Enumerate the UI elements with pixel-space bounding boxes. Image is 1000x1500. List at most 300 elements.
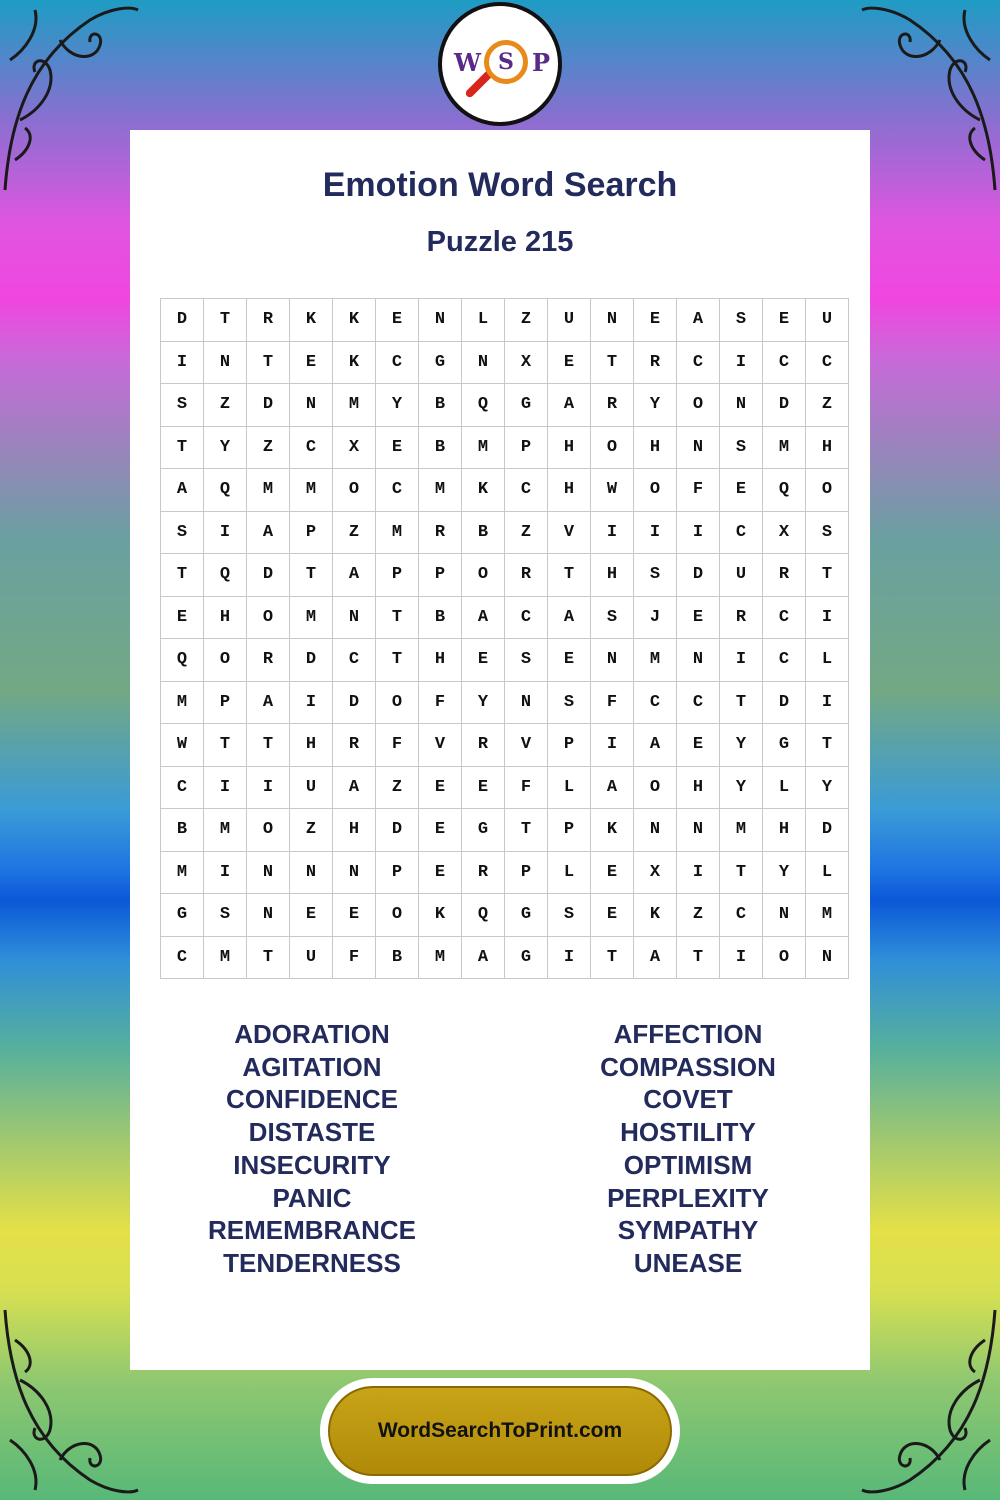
grid-cell[interactable]: P — [376, 554, 419, 597]
grid-cell[interactable]: O — [333, 469, 376, 512]
grid-cell[interactable]: Z — [505, 511, 548, 554]
grid-cell[interactable]: C — [376, 469, 419, 512]
grid-cell[interactable]: D — [247, 554, 290, 597]
grid-cell[interactable]: Y — [806, 766, 849, 809]
grid-cell[interactable]: M — [462, 426, 505, 469]
grid-cell[interactable]: C — [376, 341, 419, 384]
grid-cell[interactable]: C — [806, 341, 849, 384]
grid-cell[interactable]: H — [419, 639, 462, 682]
grid-cell[interactable]: A — [677, 299, 720, 342]
grid-cell[interactable]: Y — [720, 766, 763, 809]
grid-row — [161, 299, 849, 342]
grid-cell[interactable]: I — [591, 511, 634, 554]
grid-cell[interactable]: M — [290, 596, 333, 639]
grid-cell[interactable]: N — [462, 341, 505, 384]
grid-cell[interactable]: K — [419, 894, 462, 937]
grid-cell[interactable]: E — [548, 639, 591, 682]
grid-cell[interactable]: O — [763, 936, 806, 979]
word-item: CONFIDENCE — [226, 1084, 398, 1115]
grid-cell[interactable]: R — [333, 724, 376, 767]
grid-cell[interactable]: R — [247, 299, 290, 342]
grid-cell[interactable]: N — [290, 851, 333, 894]
grid-cell[interactable]: M — [763, 426, 806, 469]
grid-cell[interactable]: G — [505, 384, 548, 427]
grid-cell[interactable]: C — [290, 426, 333, 469]
grid-row — [161, 681, 849, 724]
grid-cell[interactable]: Z — [806, 384, 849, 427]
grid-cell[interactable]: P — [548, 809, 591, 852]
wsp-logo[interactable] — [438, 2, 562, 126]
word-item: PANIC — [272, 1182, 352, 1213]
grid-cell[interactable]: E — [634, 299, 677, 342]
grid-cell[interactable]: U — [290, 766, 333, 809]
word-item: HOSTILITY — [620, 1117, 756, 1148]
grid-cell[interactable]: T — [161, 426, 204, 469]
grid-cell[interactable]: N — [634, 809, 677, 852]
grid-cell[interactable]: W — [591, 469, 634, 512]
grid-cell[interactable]: T — [204, 724, 247, 767]
grid-cell[interactable]: M — [333, 384, 376, 427]
grid-cell[interactable]: R — [462, 724, 505, 767]
grid-cell[interactable]: P — [376, 851, 419, 894]
grid-cell[interactable]: B — [419, 426, 462, 469]
grid-row — [161, 341, 849, 384]
grid-cell[interactable]: I — [806, 596, 849, 639]
grid-cell[interactable]: Z — [677, 894, 720, 937]
word-item: SYMPATHY — [617, 1215, 759, 1246]
grid-row — [161, 639, 849, 682]
grid-cell[interactable]: C — [763, 341, 806, 384]
grid-cell[interactable]: I — [247, 766, 290, 809]
grid-cell[interactable]: I — [720, 639, 763, 682]
grid-cell[interactable]: T — [376, 596, 419, 639]
grid-cell[interactable]: J — [634, 596, 677, 639]
grid-cell[interactable]: N — [333, 851, 376, 894]
grid-cell[interactable]: D — [763, 384, 806, 427]
grid-cell[interactable]: H — [763, 809, 806, 852]
grid-cell[interactable]: E — [376, 426, 419, 469]
grid-cell[interactable]: S — [505, 639, 548, 682]
grid-cell[interactable]: Q — [161, 639, 204, 682]
grid-cell[interactable]: T — [204, 299, 247, 342]
grid-cell[interactable]: D — [290, 639, 333, 682]
word-item: TENDERNESS — [223, 1247, 401, 1278]
grid-cell[interactable]: C — [505, 596, 548, 639]
grid-cell[interactable]: M — [247, 469, 290, 512]
grid-row — [161, 724, 849, 767]
grid-cell[interactable]: Z — [376, 766, 419, 809]
grid-cell[interactable]: S — [161, 384, 204, 427]
grid-cell[interactable]: V — [548, 511, 591, 554]
flourish-icon — [860, 1300, 1000, 1500]
grid-cell[interactable]: Y — [720, 724, 763, 767]
grid-cell[interactable]: O — [247, 596, 290, 639]
grid-cell[interactable]: S — [720, 426, 763, 469]
grid-cell[interactable]: D — [376, 809, 419, 852]
grid-cell[interactable]: N — [419, 299, 462, 342]
grid-cell[interactable]: X — [333, 426, 376, 469]
grid-cell[interactable]: L — [548, 766, 591, 809]
word-list-right — [538, 1018, 838, 1280]
grid-cell[interactable]: E — [548, 341, 591, 384]
grid-cell[interactable]: H — [204, 596, 247, 639]
grid-cell[interactable]: P — [505, 851, 548, 894]
grid-cell[interactable]: O — [247, 809, 290, 852]
grid-cell[interactable]: A — [247, 511, 290, 554]
grid-cell[interactable]: Z — [204, 384, 247, 427]
grid-cell[interactable]: Y — [634, 384, 677, 427]
grid-cell[interactable]: T — [161, 554, 204, 597]
grid-cell[interactable]: H — [548, 426, 591, 469]
grid-cell[interactable]: Q — [204, 469, 247, 512]
grid-cell[interactable]: C — [720, 511, 763, 554]
grid-cell[interactable]: P — [548, 724, 591, 767]
grid-cell[interactable]: P — [290, 511, 333, 554]
grid-cell[interactable]: E — [290, 341, 333, 384]
grid-cell[interactable]: W — [161, 724, 204, 767]
grid-cell[interactable]: E — [419, 766, 462, 809]
grid-cell[interactable]: C — [677, 681, 720, 724]
grid-cell[interactable]: N — [806, 936, 849, 979]
grid-cell[interactable]: K — [333, 299, 376, 342]
grid-cell[interactable]: I — [806, 681, 849, 724]
grid-row — [161, 596, 849, 639]
grid-cell[interactable]: R — [247, 639, 290, 682]
grid-cell[interactable]: C — [634, 681, 677, 724]
grid-cell[interactable]: E — [720, 469, 763, 512]
grid-cell[interactable]: I — [720, 341, 763, 384]
grid-cell[interactable]: E — [462, 639, 505, 682]
grid-cell[interactable]: D — [333, 681, 376, 724]
grid-cell[interactable]: N — [677, 426, 720, 469]
grid-cell[interactable]: T — [247, 341, 290, 384]
grid-cell[interactable]: L — [462, 299, 505, 342]
grid-cell[interactable]: L — [806, 851, 849, 894]
grid-cell[interactable]: T — [591, 341, 634, 384]
word-item: COMPASSION — [600, 1051, 776, 1082]
grid-cell[interactable]: Y — [204, 426, 247, 469]
grid-cell[interactable]: M — [290, 469, 333, 512]
grid-cell[interactable]: A — [333, 766, 376, 809]
grid-cell[interactable]: C — [505, 469, 548, 512]
grid-row — [161, 469, 849, 512]
grid-cell[interactable]: I — [720, 936, 763, 979]
grid-cell[interactable]: A — [333, 554, 376, 597]
grid-cell[interactable]: B — [419, 596, 462, 639]
grid-cell[interactable]: D — [161, 299, 204, 342]
grid-cell[interactable]: O — [677, 384, 720, 427]
grid-cell[interactable]: G — [161, 894, 204, 937]
grid-cell[interactable]: R — [634, 341, 677, 384]
grid-cell[interactable]: L — [763, 766, 806, 809]
grid-cell[interactable]: T — [677, 936, 720, 979]
grid-cell[interactable]: H — [806, 426, 849, 469]
grid-row — [161, 809, 849, 852]
grid-cell[interactable]: S — [204, 894, 247, 937]
grid-cell[interactable]: E — [419, 809, 462, 852]
flourish-icon — [860, 0, 1000, 200]
grid-cell[interactable]: A — [247, 681, 290, 724]
grid-cell[interactable]: G — [419, 341, 462, 384]
grid-cell[interactable]: L — [806, 639, 849, 682]
grid-cell[interactable]: S — [591, 596, 634, 639]
grid-cell[interactable]: T — [806, 724, 849, 767]
grid-cell[interactable]: E — [677, 724, 720, 767]
grid-cell[interactable]: O — [462, 554, 505, 597]
grid-cell[interactable]: M — [419, 469, 462, 512]
grid-cell[interactable]: Q — [204, 554, 247, 597]
grid-cell[interactable]: R — [505, 554, 548, 597]
grid-cell[interactable]: O — [634, 766, 677, 809]
grid-cell[interactable]: Y — [462, 681, 505, 724]
grid-cell[interactable]: T — [720, 681, 763, 724]
grid-cell[interactable]: E — [161, 596, 204, 639]
grid-cell[interactable]: C — [763, 596, 806, 639]
grid-cell[interactable]: X — [763, 511, 806, 554]
grid-cell[interactable]: E — [290, 894, 333, 937]
grid-cell[interactable]: S — [634, 554, 677, 597]
grid-cell[interactable]: N — [720, 384, 763, 427]
grid-cell[interactable]: P — [505, 426, 548, 469]
grid-row — [161, 894, 849, 937]
grid-cell[interactable]: U — [290, 936, 333, 979]
grid-cell[interactable]: M — [419, 936, 462, 979]
corner-ornament-top-left — [0, 0, 140, 200]
grid-cell[interactable]: O — [806, 469, 849, 512]
grid-cell[interactable]: F — [591, 681, 634, 724]
grid-cell[interactable]: F — [677, 469, 720, 512]
grid-cell[interactable]: D — [806, 809, 849, 852]
grid-cell[interactable]: H — [591, 554, 634, 597]
page-title: Emotion Word Search — [322, 166, 678, 204]
grid-cell[interactable]: X — [505, 341, 548, 384]
grid-cell[interactable]: Y — [376, 384, 419, 427]
grid-row — [161, 511, 849, 554]
grid-cell[interactable]: R — [591, 384, 634, 427]
word-item: PERPLEXITY — [607, 1182, 769, 1213]
grid-cell[interactable]: R — [720, 596, 763, 639]
logo-letter-p: P — [532, 48, 551, 77]
grid-cell[interactable]: I — [634, 511, 677, 554]
corner-ornament-bottom-left — [0, 1300, 140, 1500]
grid-cell[interactable]: F — [505, 766, 548, 809]
grid-cell[interactable]: F — [333, 936, 376, 979]
puzzle-number: Puzzle 215 — [426, 226, 574, 258]
grid-cell[interactable]: G — [505, 894, 548, 937]
grid-cell[interactable]: E — [462, 766, 505, 809]
grid-cell[interactable]: R — [462, 851, 505, 894]
grid-cell[interactable]: N — [591, 639, 634, 682]
grid-cell[interactable]: G — [505, 936, 548, 979]
grid-cell[interactable]: V — [505, 724, 548, 767]
grid-cell[interactable]: B — [376, 936, 419, 979]
grid-cell[interactable]: M — [204, 936, 247, 979]
grid-cell[interactable]: N — [677, 809, 720, 852]
grid-cell[interactable]: H — [677, 766, 720, 809]
grid-cell[interactable]: E — [591, 851, 634, 894]
grid-cell[interactable]: T — [591, 936, 634, 979]
grid-cell[interactable]: Z — [505, 299, 548, 342]
logo-letter-s: S — [498, 49, 514, 75]
grid-cell[interactable]: P — [419, 554, 462, 597]
grid-cell[interactable]: Q — [462, 384, 505, 427]
grid-cell[interactable]: E — [333, 894, 376, 937]
word-item: UNEASE — [633, 1247, 743, 1278]
grid-cell[interactable]: O — [634, 469, 677, 512]
grid-cell[interactable]: M — [161, 681, 204, 724]
grid-row — [161, 936, 849, 979]
grid-cell[interactable]: T — [247, 724, 290, 767]
grid-cell[interactable]: K — [634, 894, 677, 937]
grid-cell[interactable]: C — [161, 766, 204, 809]
grid-cell[interactable]: N — [247, 851, 290, 894]
grid-cell[interactable]: M — [161, 851, 204, 894]
grid-cell[interactable]: D — [677, 554, 720, 597]
grid-cell[interactable]: C — [720, 894, 763, 937]
grid-cell[interactable]: F — [376, 724, 419, 767]
grid-cell[interactable]: Z — [290, 809, 333, 852]
grid-cell[interactable]: S — [806, 511, 849, 554]
grid-cell[interactable]: I — [204, 511, 247, 554]
grid-cell[interactable]: N — [333, 596, 376, 639]
flourish-icon — [0, 0, 140, 200]
grid-cell[interactable]: O — [591, 426, 634, 469]
grid-cell[interactable]: T — [505, 809, 548, 852]
grid-cell[interactable]: A — [634, 724, 677, 767]
grid-cell[interactable]: S — [548, 894, 591, 937]
grid-cell[interactable]: N — [290, 384, 333, 427]
grid-row — [161, 426, 849, 469]
grid-cell[interactable]: I — [548, 936, 591, 979]
puzzle-panel — [130, 130, 870, 1370]
grid-cell[interactable]: T — [247, 936, 290, 979]
grid-cell[interactable]: A — [548, 384, 591, 427]
grid-cell[interactable]: M — [634, 639, 677, 682]
grid-cell[interactable]: C — [161, 936, 204, 979]
grid-cell[interactable]: K — [333, 341, 376, 384]
grid-cell[interactable]: A — [548, 596, 591, 639]
grid-cell[interactable]: Q — [763, 469, 806, 512]
corner-ornament-bottom-right — [860, 1300, 1000, 1500]
word-item: ADORATION — [234, 1019, 390, 1049]
grid-cell[interactable]: X — [634, 851, 677, 894]
grid-cell[interactable]: I — [204, 766, 247, 809]
grid-cell[interactable]: M — [720, 809, 763, 852]
grid-cell[interactable]: H — [333, 809, 376, 852]
grid-cell[interactable]: P — [204, 681, 247, 724]
grid-cell[interactable]: T — [290, 554, 333, 597]
grid-cell[interactable]: B — [462, 511, 505, 554]
grid-cell[interactable]: C — [763, 639, 806, 682]
word-item: INSECURITY — [233, 1149, 391, 1180]
grid-cell[interactable]: F — [419, 681, 462, 724]
grid-cell[interactable]: N — [763, 894, 806, 937]
grid-cell[interactable]: K — [290, 299, 333, 342]
grid-cell[interactable]: Z — [247, 426, 290, 469]
grid-cell[interactable]: N — [591, 299, 634, 342]
grid-cell[interactable]: O — [376, 681, 419, 724]
grid-cell[interactable]: Z — [333, 511, 376, 554]
flourish-icon — [0, 1300, 140, 1500]
grid-cell[interactable]: Q — [462, 894, 505, 937]
grid-cell[interactable]: I — [591, 724, 634, 767]
grid-cell[interactable]: M — [376, 511, 419, 554]
grid-cell[interactable]: U — [720, 554, 763, 597]
grid-cell[interactable]: T — [548, 554, 591, 597]
magnifier-icon — [484, 40, 528, 84]
grid-cell[interactable]: G — [763, 724, 806, 767]
grid-cell[interactable]: G — [462, 809, 505, 852]
grid-cell[interactable]: N — [247, 894, 290, 937]
grid-cell[interactable]: B — [419, 384, 462, 427]
grid-cell[interactable]: N — [204, 341, 247, 384]
grid-cell[interactable]: A — [591, 766, 634, 809]
grid-cell[interactable]: D — [763, 681, 806, 724]
grid-cell[interactable]: A — [161, 469, 204, 512]
grid-cell[interactable]: H — [548, 469, 591, 512]
grid-cell[interactable]: S — [548, 681, 591, 724]
corner-ornament-top-right — [860, 0, 1000, 200]
grid-cell[interactable]: I — [290, 681, 333, 724]
grid-cell[interactable]: D — [247, 384, 290, 427]
grid-cell[interactable]: I — [677, 511, 720, 554]
grid-cell[interactable]: M — [204, 809, 247, 852]
grid-cell[interactable]: T — [806, 554, 849, 597]
grid-cell[interactable]: R — [419, 511, 462, 554]
grid-cell[interactable]: I — [161, 341, 204, 384]
grid-cell[interactable]: K — [591, 809, 634, 852]
grid-cell[interactable]: I — [204, 851, 247, 894]
grid-row — [161, 384, 849, 427]
grid-cell[interactable]: M — [806, 894, 849, 937]
grid-cell[interactable]: Y — [763, 851, 806, 894]
grid-cell[interactable]: E — [677, 596, 720, 639]
site-link[interactable]: WordSearchToPrint.com — [328, 1386, 672, 1476]
grid-cell[interactable]: V — [419, 724, 462, 767]
grid-cell[interactable]: E — [419, 851, 462, 894]
grid-cell[interactable]: I — [677, 851, 720, 894]
grid-row — [161, 851, 849, 894]
letter-grid — [160, 298, 849, 979]
grid-cell[interactable]: N — [505, 681, 548, 724]
grid-cell[interactable]: E — [591, 894, 634, 937]
grid-cell[interactable]: E — [763, 299, 806, 342]
grid-cell[interactable]: A — [462, 936, 505, 979]
grid-cell[interactable]: N — [677, 639, 720, 682]
grid-cell[interactable]: O — [204, 639, 247, 682]
grid-cell[interactable]: U — [806, 299, 849, 342]
grid-cell[interactable]: C — [333, 639, 376, 682]
grid-cell[interactable]: T — [720, 851, 763, 894]
grid-cell[interactable]: T — [376, 639, 419, 682]
grid-cell[interactable]: H — [290, 724, 333, 767]
grid-cell[interactable]: O — [376, 894, 419, 937]
grid-cell[interactable]: S — [720, 299, 763, 342]
grid-cell[interactable]: L — [548, 851, 591, 894]
grid-cell[interactable]: R — [763, 554, 806, 597]
grid-cell[interactable]: B — [161, 809, 204, 852]
grid-cell[interactable]: E — [376, 299, 419, 342]
word-item: REMEMBRANCE — [208, 1215, 416, 1246]
grid-cell[interactable]: C — [677, 341, 720, 384]
grid-cell[interactable]: A — [462, 596, 505, 639]
word-item: OPTIMISM — [623, 1149, 753, 1180]
grid-cell[interactable]: K — [462, 469, 505, 512]
grid-cell[interactable]: A — [634, 936, 677, 979]
grid-cell[interactable]: U — [548, 299, 591, 342]
grid-cell[interactable]: S — [161, 511, 204, 554]
grid-cell[interactable]: H — [634, 426, 677, 469]
